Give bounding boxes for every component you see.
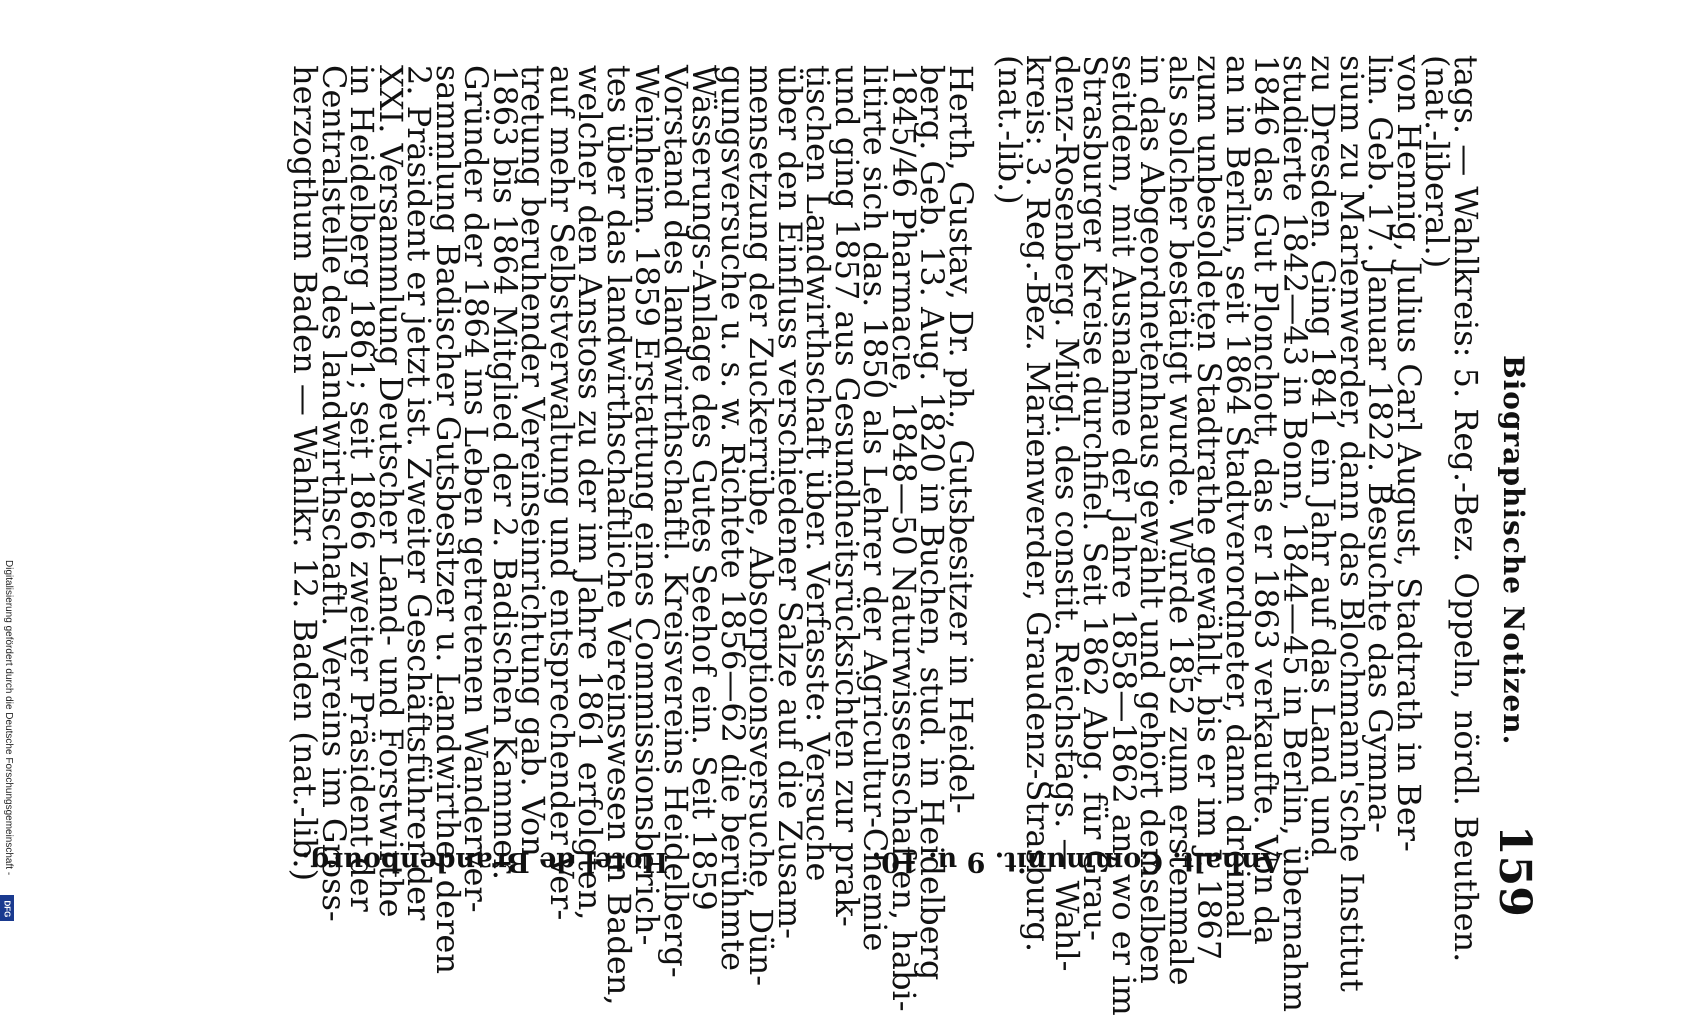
- header-title: Biographische Notizen.: [1497, 355, 1530, 746]
- text-line: Gründer der 1864 ins Leben getretenen Wanderver-: [457, 65, 496, 913]
- text-line: auf mehr Selbstverwaltung und entsprechender Ver-: [543, 65, 581, 921]
- text-line: berg. Geb. 13. Aug. 1820 in Buchen, stud. in Heidelberg: [913, 65, 952, 981]
- text-line: zum unbesoldeten Stadtrathe gewählt, bis er im J. 1867: [1190, 55, 1229, 961]
- text-line: in Heidelberg 1861; seit 1866 zweiter Präsident der: [343, 65, 382, 912]
- margin-note-1: Anhalt. Communit. 9 u. 10.: [871, 846, 1282, 877]
- rotated-page: [150, 55, 1540, 1016]
- text-line: tes über das landwirthschaftliche Vereinswesen in Baden,: [600, 65, 638, 1006]
- text-line: 2. Präsident er jetzt ist. Zweiter Geschäftsführer der: [400, 65, 439, 921]
- text-line: und ging 1857 aus Gesundheitsrücksichten zur prak-: [828, 65, 866, 927]
- margin-note-2: Hotel de Brandenbourg.: [300, 846, 668, 877]
- text-line: Vorstand des landwirthschaftl. Kreisvereins Heidelberg-: [657, 65, 695, 978]
- text-line: in das Abgeordnetenhaus gewählt und gehört demselben: [1133, 55, 1172, 984]
- text-line: Wässerungs-Anlage des Gutes Seehof ein. Seit 1859: [685, 65, 724, 911]
- text-line: seitdem, mit Ausnahme der Jahre 1858—1862 an, wo er im: [1105, 55, 1143, 1016]
- text-line: Herth, Gustav, Dr. ph., Gutsbesitzer in Heidel-: [942, 65, 980, 814]
- dfg-logo-text: DFG: [2, 900, 12, 918]
- text-line: Weinheim. 1859 Erstattung eines Commissionsberich-: [628, 65, 667, 946]
- text-line: herzogthum Baden — Wahlkr. 12. Baden (nat.-lib.): [286, 65, 325, 882]
- text-line: (nat.-lib.): [991, 55, 1029, 205]
- text-line: welcher den Anstoss zu der im Jahre 1861 erfolgten,: [571, 65, 610, 921]
- text-line: 1846 das Gut Plonchott, das er 1863 verkaufte. Von da: [1247, 55, 1286, 945]
- text-line: kreis: 3. Reg.-Bez. Marienwerder, Graudenz-Strasburg.: [1019, 55, 1058, 953]
- text-line: sammlung Badischer Gutsbesitzer u. Landwirthe, deren: [429, 65, 467, 974]
- text-line: zu Dresden. Ging 1841 ein Jahr auf das Land und: [1304, 55, 1343, 858]
- text-line: als solcher bestätigt wurde. Wurde 1852 zum erstenmale: [1162, 55, 1200, 986]
- text-line: an in Berlin, seit 1864 Stadtverordneter, dann dreimal: [1219, 55, 1257, 939]
- text-line: über den Einfluss verschiedener Salze auf die Zusam-: [771, 65, 809, 939]
- text-line: von Hennig, Julius Carl August, Stadtrath in Ber-: [1390, 55, 1428, 852]
- entry-herth: [286, 65, 980, 1012]
- text-line: Strasburger Kreise durchfiel. Seit 1862 Abg. für Grau-: [1076, 55, 1115, 941]
- text-line: tischen Landwirthschaft über. Verfasste: Versuche: [799, 65, 838, 882]
- text-line: Centralstelle des landwirthschaftl. Vereins im Gross-: [315, 65, 353, 922]
- text-line: XXI. Versammlung Deutscher Land- und Forstwirthe: [372, 65, 410, 918]
- text-line: gungsversuche u. s. w. Richtete 1856—62 die berühmte: [714, 65, 752, 972]
- text-line: 1845/46 Pharmacie, 1848—50 Naturwissenschaften, habi-: [885, 65, 923, 1012]
- text-line: (nat.-liberal.): [1418, 55, 1457, 269]
- text-line: studierte 1842—43 in Bonn, 1844—45 in Berlin, übernahm: [1276, 55, 1314, 1012]
- text-line: 1863 bis 1864 Mitglied der 2. Badischen Kammer.: [486, 65, 524, 881]
- dfg-logo: [0, 895, 14, 921]
- credit-text: Digitalisierung gefördert durch die Deutsche Forschungsgemeinschaft -: [3, 560, 14, 876]
- text-line: litirte sich das. 1850 als Lehrer der Agricultur-Chemie: [856, 65, 895, 952]
- text-line: sium zu Marienwerder, dann das Blochmann'sche Institut: [1333, 55, 1371, 992]
- text-line: tretung beruhender Vereinseinrichtung gab. Von: [514, 65, 553, 857]
- text-line: denz-Rosenberg. Mitgl. des constit. Reichstags. — Wahl-: [1048, 55, 1086, 972]
- text-line: mensetzung der Zuckerrübe, Absorptionsversuche, Dün-: [742, 65, 781, 987]
- page-header: [1480, 65, 1540, 917]
- text-line: lin. Geb. 17. Januar 1822. Besuchte das Gymna-: [1361, 55, 1400, 833]
- page-number: 159: [1489, 825, 1540, 917]
- credit-strip: [0, 560, 18, 1000]
- text-line: tags. — Wahlkreis: 5. Reg.-Bez. Oppeln, nördl. Beuthen.: [1447, 55, 1485, 963]
